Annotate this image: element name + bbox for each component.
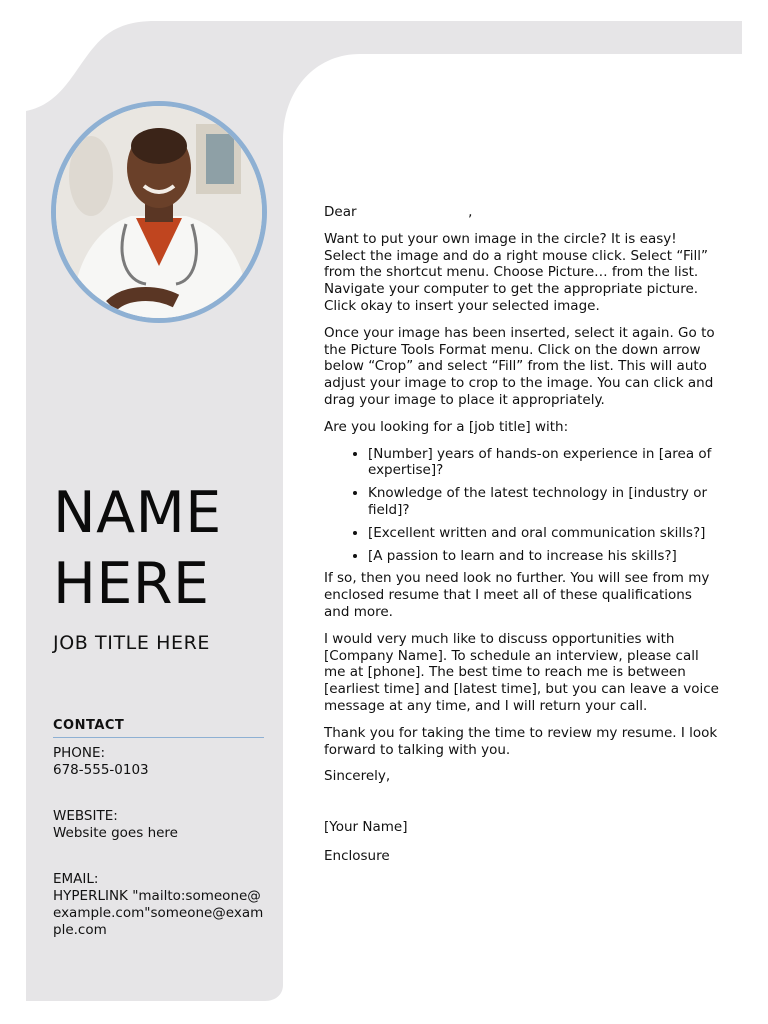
paragraph-3: Are you looking for a [job title] with: [324, 418, 569, 435]
name-line-2: HERE [53, 551, 210, 617]
list-item: • [Number] years of hands-on experience in [area of expertise]? [368, 446, 720, 480]
contact-divider [53, 737, 264, 738]
salutation: Dear , [324, 204, 473, 220]
website-label: WEBSITE: [53, 808, 118, 824]
enclosure-note: Enclosure [324, 847, 390, 864]
profile-photo[interactable] [51, 101, 267, 323]
name-line-1: NAME [53, 480, 222, 546]
list-item: • [Excellent written and oral communication skills?] [368, 525, 720, 542]
email-section [53, 871, 265, 939]
doctor-portrait-image [56, 106, 262, 318]
candidate-name [53, 478, 283, 620]
website-value[interactable]: Website goes here [53, 825, 178, 841]
signature-name: [Your Name] [324, 819, 408, 836]
paragraph-4: If so, then you need look no further. You will see from my enclosed resume that I meet all of these qualifications and more. [324, 570, 710, 620]
signature-space [324, 795, 720, 819]
list-item: • [A passion to learn and to increase his skills?] [368, 548, 720, 565]
paragraph-1: Want to put your own image in the circle? It is easy! Select the image and do a right mouse click. Select “Fill” from the shortcut menu. Choose Picture… from the list. Navigate your computer to get the appropriate picture. Click okay to insert your selected image. [324, 230, 708, 314]
paragraph-2: Once your image has been inserted, select it again. Go to the Picture Tools Format menu. Click on the down arrow below “Crop” and select “Fill” from the list. This will auto adjust your image to crop to the image. You can click and drag your image to place it appropriately. [324, 324, 715, 408]
closing: Sincerely, [324, 768, 391, 785]
email-label: EMAIL: [53, 871, 99, 887]
phone-label: PHONE: [53, 745, 106, 761]
job-title: JOB TITLE HERE [53, 632, 210, 654]
paragraph-6: Thank you for taking the time to review my resume. I look forward to talking with you. [324, 724, 718, 758]
phone-value: 678-555-0103 [53, 762, 149, 778]
website-section [53, 808, 265, 842]
contact-heading: CONTACT [53, 718, 125, 733]
cover-letter-body [324, 204, 720, 875]
list-item: • Knowledge of the latest technology in [industry or field]? [368, 485, 720, 519]
qualification-list [324, 446, 720, 565]
phone-section [53, 745, 265, 779]
paragraph-5: I would very much like to discuss opportunities with [Company Name]. To schedule an interview, please call me at [phone]. The best time to reach me is between [earliest time] and [latest time], but you can leave a voice message at any time, and I will return your call. [324, 630, 719, 714]
email-value[interactable]: HYPERLINK "mailto:someone@example.com"someone@example.com [53, 888, 264, 938]
